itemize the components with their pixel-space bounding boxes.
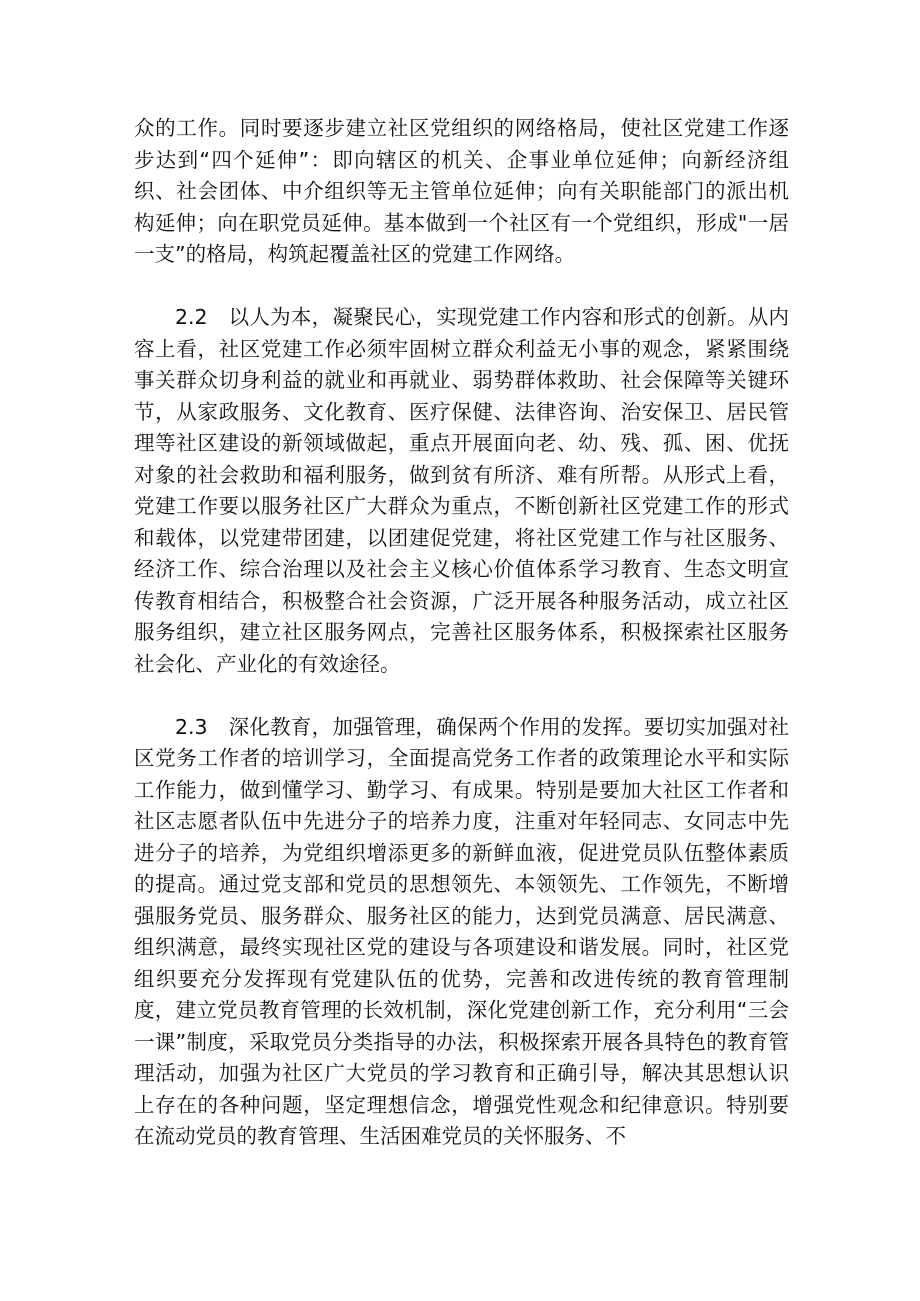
paragraph-spacer	[134, 680, 789, 712]
text-line: 和党员的思想领先、本领领先、工作领先，不断增强服务党员、服务群众、	[134, 872, 790, 928]
text-line: 团体、中介组织等无主管单位延伸；向有关职能部门的派出机构延伸；向在	[134, 179, 790, 235]
text-line: 极探索开展各具特色的教育管理活动，加强为社区广大党员的学习教育和正	[134, 1029, 789, 1085]
text-line: 2.3 深化教育，加强管理，确保两个作用的发挥。要切实加强对社区	[134, 714, 789, 770]
text-line: 新领域做起，重点开展面向老、幼、残、孤、困、优抚对象的社会救助和福	[134, 431, 790, 487]
text-line: 队伍中先进分子的培养力度，注重对年轻同志、女同志中先进分子的培养，	[134, 809, 789, 865]
paragraph-section-2-2	[134, 302, 789, 680]
text-line: 服务、文化教育、医疗保健、法律咨询、治安保卫、居民管理等社区建设的	[134, 399, 789, 455]
text-line: 核心价值体系学习教育、生态文明宣传教育相结合，积极整合社会资源，广	[134, 557, 789, 613]
text-line: 确引导，解决其思想认识上存在的各种问题，坚定理想信念，增强党性观念	[134, 1061, 789, 1117]
text-line: 服务社区的能力，达到党员满意、居民满意、组织满意，最终实现社区党的	[134, 903, 790, 959]
text-line: 构筑起覆盖社区的党建工作网络。	[267, 242, 576, 266]
text-line: 和纪律意识。特别要在流动党员的教育管理、生活困难党员的关怀服务、不	[134, 1092, 790, 1148]
text-line: 众的工作。同时要逐步建立社区党组织的网络格局，使社区党建工作逐步达	[134, 116, 789, 172]
text-line: 势，完善和改进传统的教育管理制度，建立党员教育管理的长效机制，深化	[134, 966, 790, 1022]
text-line: 泛开展各种服务活动，成立社区服务组织，建立社区服务网点，完善社区服	[134, 588, 790, 644]
text-line: 力，做到懂学习、勤学习、有成果。特别是要加大社区工作者和社区志愿者	[134, 777, 790, 833]
text-line: 建设与各项建设和谐发展。同时，社区党组织要充分发挥现有党建队伍的优	[134, 935, 790, 991]
text-line: 大群众为重点，不断创新社区党建工作的形式和载体，以党建带团建，以团	[134, 494, 790, 550]
text-line: 为党组织增添更多的新鲜血液，促进党员队伍整体素质的提高。通过党支部	[134, 840, 790, 896]
text-line: 上看，社区党建工作必须牢固树立群众利益无小事的观念，紧紧围绕事关群	[134, 336, 790, 392]
text-line: 职党员延伸。基本做到一个社区有一个党组织，形成"一居一支”的格局，	[134, 210, 789, 266]
text-line: 利服务，做到贫有所济、难有所帮。从形式上看，党建工作要以服务社区广	[134, 462, 790, 518]
document-body	[134, 113, 789, 1153]
paragraph-section-2-3	[134, 712, 789, 1153]
text-line: 建促党建，将社区党建工作与社区服务、经济工作、综合治理以及社会主义	[134, 525, 790, 581]
text-line: 党务工作者的培训学习，全面提高党务工作者的政策理论水平和实际工作能	[134, 746, 790, 802]
text-line: 2.2 以人为本，凝聚民心，实现党建工作内容和形式的创新。从内容	[134, 305, 789, 361]
paragraph-spacer	[134, 271, 789, 303]
text-line: 党建创新工作，充分利用“三会一课”制度，采取党员分类指导的办法，积	[134, 998, 789, 1054]
text-line: 务体系，积极探索社区服务社会化、产业化的有效途径。	[134, 620, 790, 676]
text-line: 到“四个延伸”：即向辖区的机关、企事业单位延伸；向新经济组织、社会	[134, 147, 789, 203]
paragraph-continued	[134, 113, 789, 271]
text-line: 众切身利益的就业和再就业、弱势群体救助、社会保障等关键环节，从家政	[134, 368, 790, 424]
